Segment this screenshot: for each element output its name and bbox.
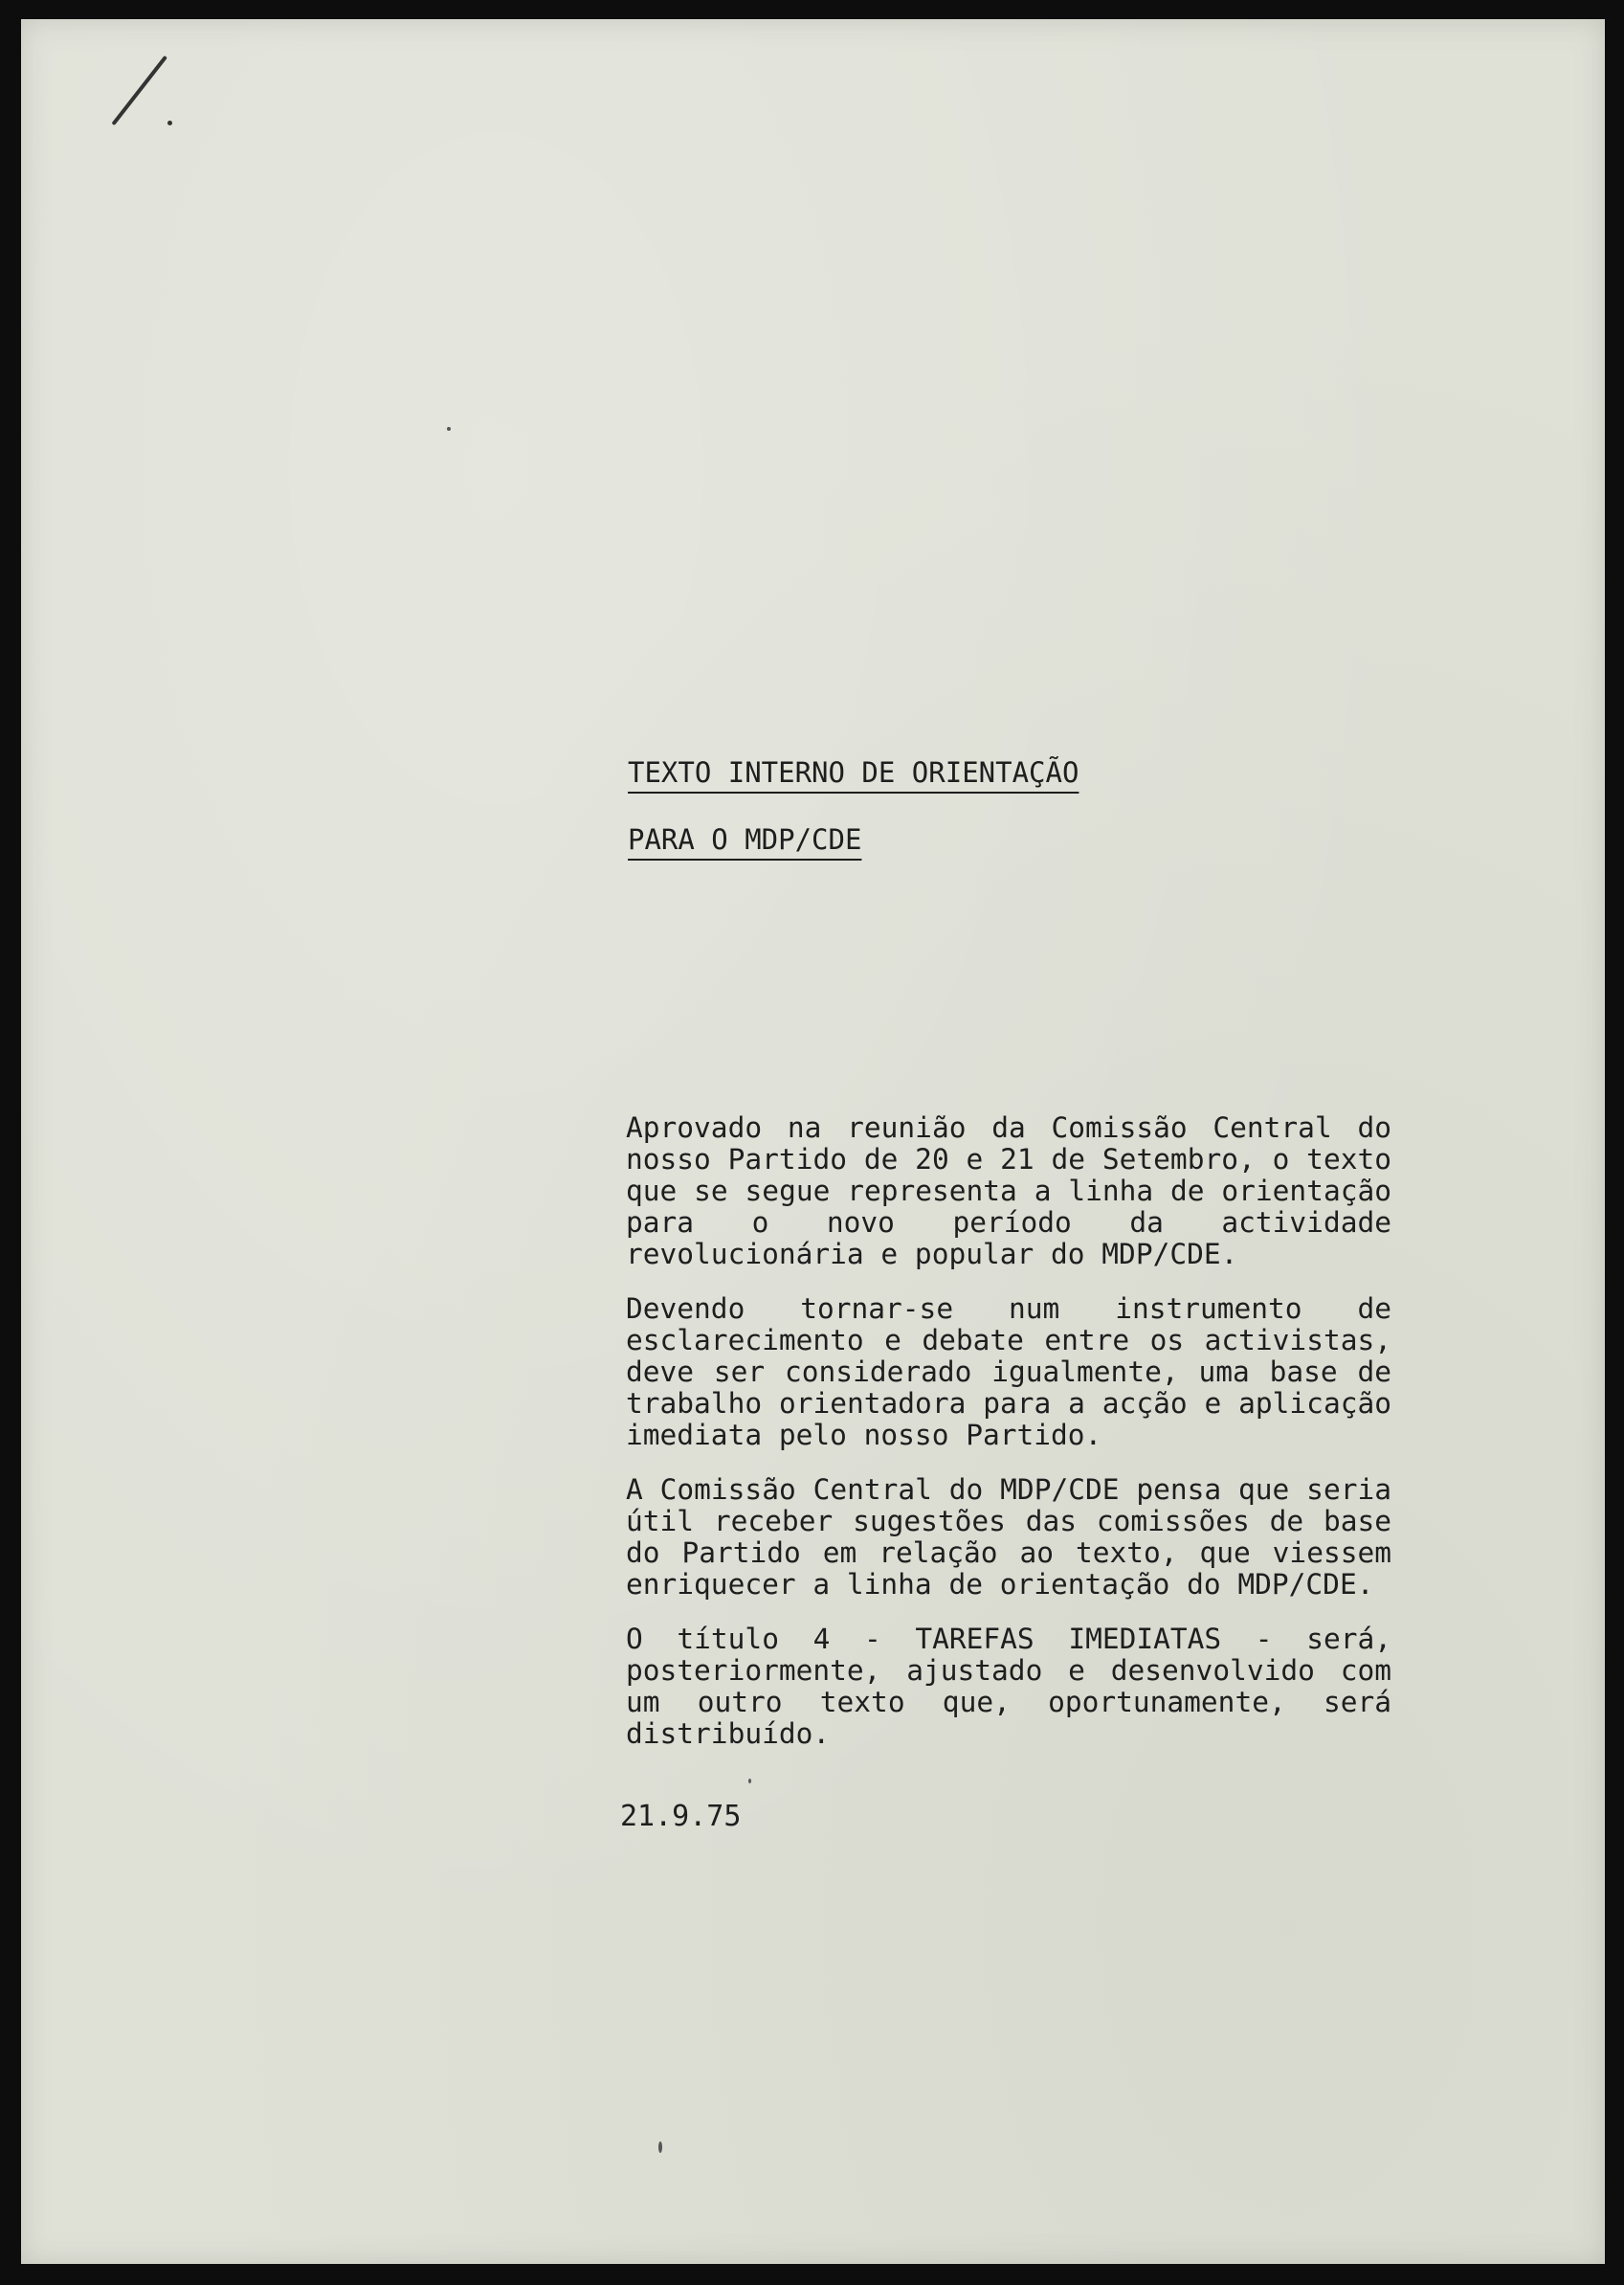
paragraph-tarefas: O título 4 - TAREFAS IMEDIATAS - será, posteriormente, ajustado e desenvolvido com um outro texto que, oportunamente, será distribuído.	[626, 1623, 1391, 1750]
paper-speck	[447, 427, 451, 431]
paper-speck	[658, 2141, 662, 2153]
paragraph-suggestions: A Comissão Central do MDP/CDE pensa que seria útil receber sugestões das comissões de base do Partido em relação ao texto, que viessem enriquecer a linha de orientação do MDP/CDE.	[626, 1473, 1391, 1601]
paragraph-approval: Aprovado na reunião da Comissão Central do nosso Partido de 20 e 21 de Setembro, o texto que se segue representa a linha de orientação para o novo período da actividade revolucionária e popular do MDP/CDE.	[626, 1111, 1391, 1270]
document-body	[626, 1112, 1391, 1773]
document-date: 21.9.75	[620, 1800, 742, 1833]
paragraph-instrument: Devendo tornar-se num instrumento de esclarecimento e debate entre os activistas, deve ser considerado igualmente, uma base de trabalho orientadora para a acção e aplicação imediata pelo nosso Partido.	[626, 1292, 1391, 1451]
paper-speck	[748, 1779, 751, 1783]
document-title-line-1: TEXTO INTERNO DE ORIENTAÇÃO	[628, 756, 1079, 789]
pen-dot-mark	[167, 121, 172, 125]
document-title-line-2: PARA O MDP/CDE	[628, 823, 862, 856]
